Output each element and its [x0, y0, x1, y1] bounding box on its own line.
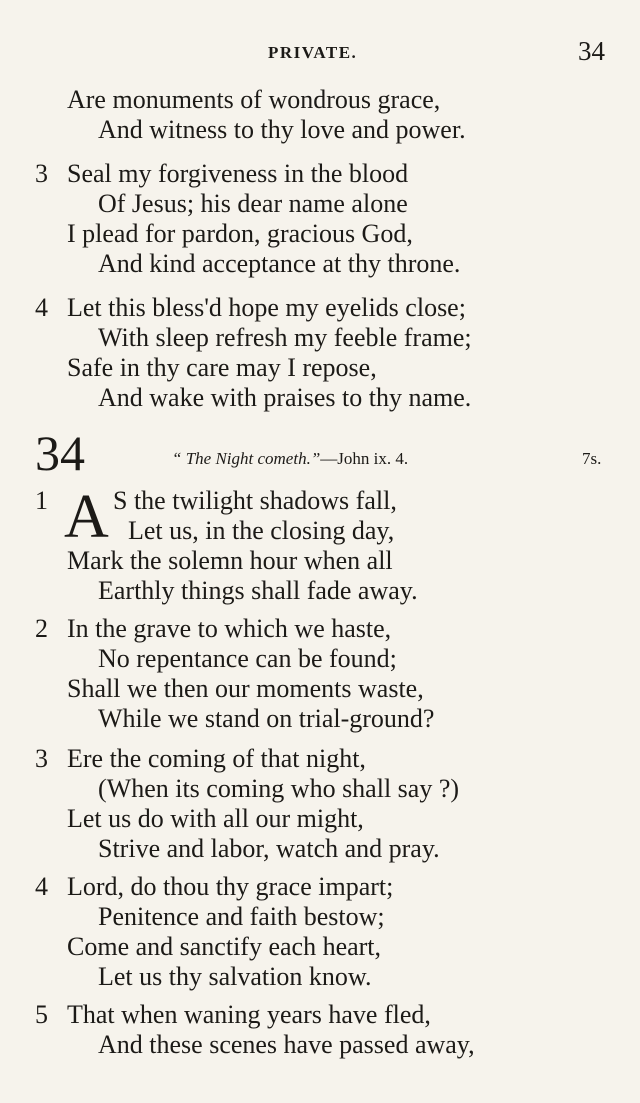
verse-line: And wake with praises to thy name.	[98, 383, 472, 412]
verse-line: Earthly things shall fade away.	[98, 576, 418, 605]
verse-line: S the twilight shadows fall,	[113, 486, 397, 515]
verse-line: Penitence and faith bestow;	[98, 902, 385, 931]
stanza-number: 4	[35, 293, 48, 322]
verse-line: (When its coming who shall say ?)	[98, 774, 460, 803]
verse-line: While we stand on trial-ground?	[98, 704, 435, 733]
running-title: PRIVATE.	[268, 43, 358, 62]
epigraph-reference: —John ix. 4.	[320, 449, 409, 468]
verse-line: Let us do with all our might,	[67, 804, 364, 833]
page-number: 34	[578, 36, 605, 66]
stanza-number: 3	[35, 159, 48, 188]
stanza-number: 4	[35, 872, 48, 901]
verse-line: I plead for pardon, gracious God,	[67, 219, 413, 248]
verse-line: Of Jesus; his dear name alone	[98, 189, 408, 218]
prev-hymn-stanza-4	[0, 293, 640, 413]
prev-hymn-stanza-continued	[0, 85, 640, 145]
verse-line: Safe in thy care may I repose,	[67, 353, 377, 382]
hymn-epigraph	[172, 449, 408, 469]
hymn-stanza-4	[0, 872, 640, 992]
hymn-number: 34	[35, 425, 85, 481]
stanza-number: 2	[35, 614, 48, 643]
verse-line: Mark the solemn hour when all	[67, 546, 393, 575]
verse-line: No repentance can be found;	[98, 644, 397, 673]
stanza-number: 3	[35, 744, 48, 773]
verse-line: Shall we then our moments waste,	[67, 674, 424, 703]
verse-line: Lord, do thou thy grace impart;	[67, 872, 394, 901]
verse-line: In the grave to which we haste,	[67, 614, 392, 643]
hymn-stanza-2	[0, 614, 640, 734]
hymn-meter: 7s.	[582, 449, 602, 468]
verse-line: Strive and labor, watch and pray.	[98, 834, 440, 863]
verse-line: Seal my forgiveness in the blood	[67, 159, 409, 188]
verse-line: Ere the coming of that night,	[67, 744, 366, 773]
verse-line: And kind acceptance at thy throne.	[98, 249, 461, 278]
hymn-heading	[0, 425, 640, 481]
verse-line: Let us, in the closing day,	[128, 516, 395, 545]
verse-line: Let us thy salvation know.	[98, 962, 372, 991]
epigraph-quote: “ The Night cometh.”	[172, 449, 321, 468]
stanza-number: 5	[35, 1000, 48, 1029]
stanza-number: 1	[35, 486, 48, 515]
hymn-stanza-3	[0, 744, 640, 864]
verse-line: Are monuments of wondrous grace,	[67, 85, 441, 114]
prev-hymn-stanza-3	[0, 159, 640, 279]
hymn-stanza-5	[0, 1000, 640, 1060]
hymn-stanza-1	[0, 483, 640, 606]
verse-line: Let this bless'd hope my eyelids close;	[67, 293, 466, 322]
verse-line: And witness to thy love and power.	[98, 115, 466, 144]
drop-cap: A	[64, 483, 109, 551]
verse-line: Come and sanctify each heart,	[67, 932, 382, 961]
verse-line: And these scenes have passed away,	[98, 1030, 475, 1059]
running-head	[0, 36, 640, 70]
verse-line: With sleep refresh my feeble frame;	[98, 323, 472, 352]
verse-line: That when waning years have fled,	[67, 1000, 431, 1029]
